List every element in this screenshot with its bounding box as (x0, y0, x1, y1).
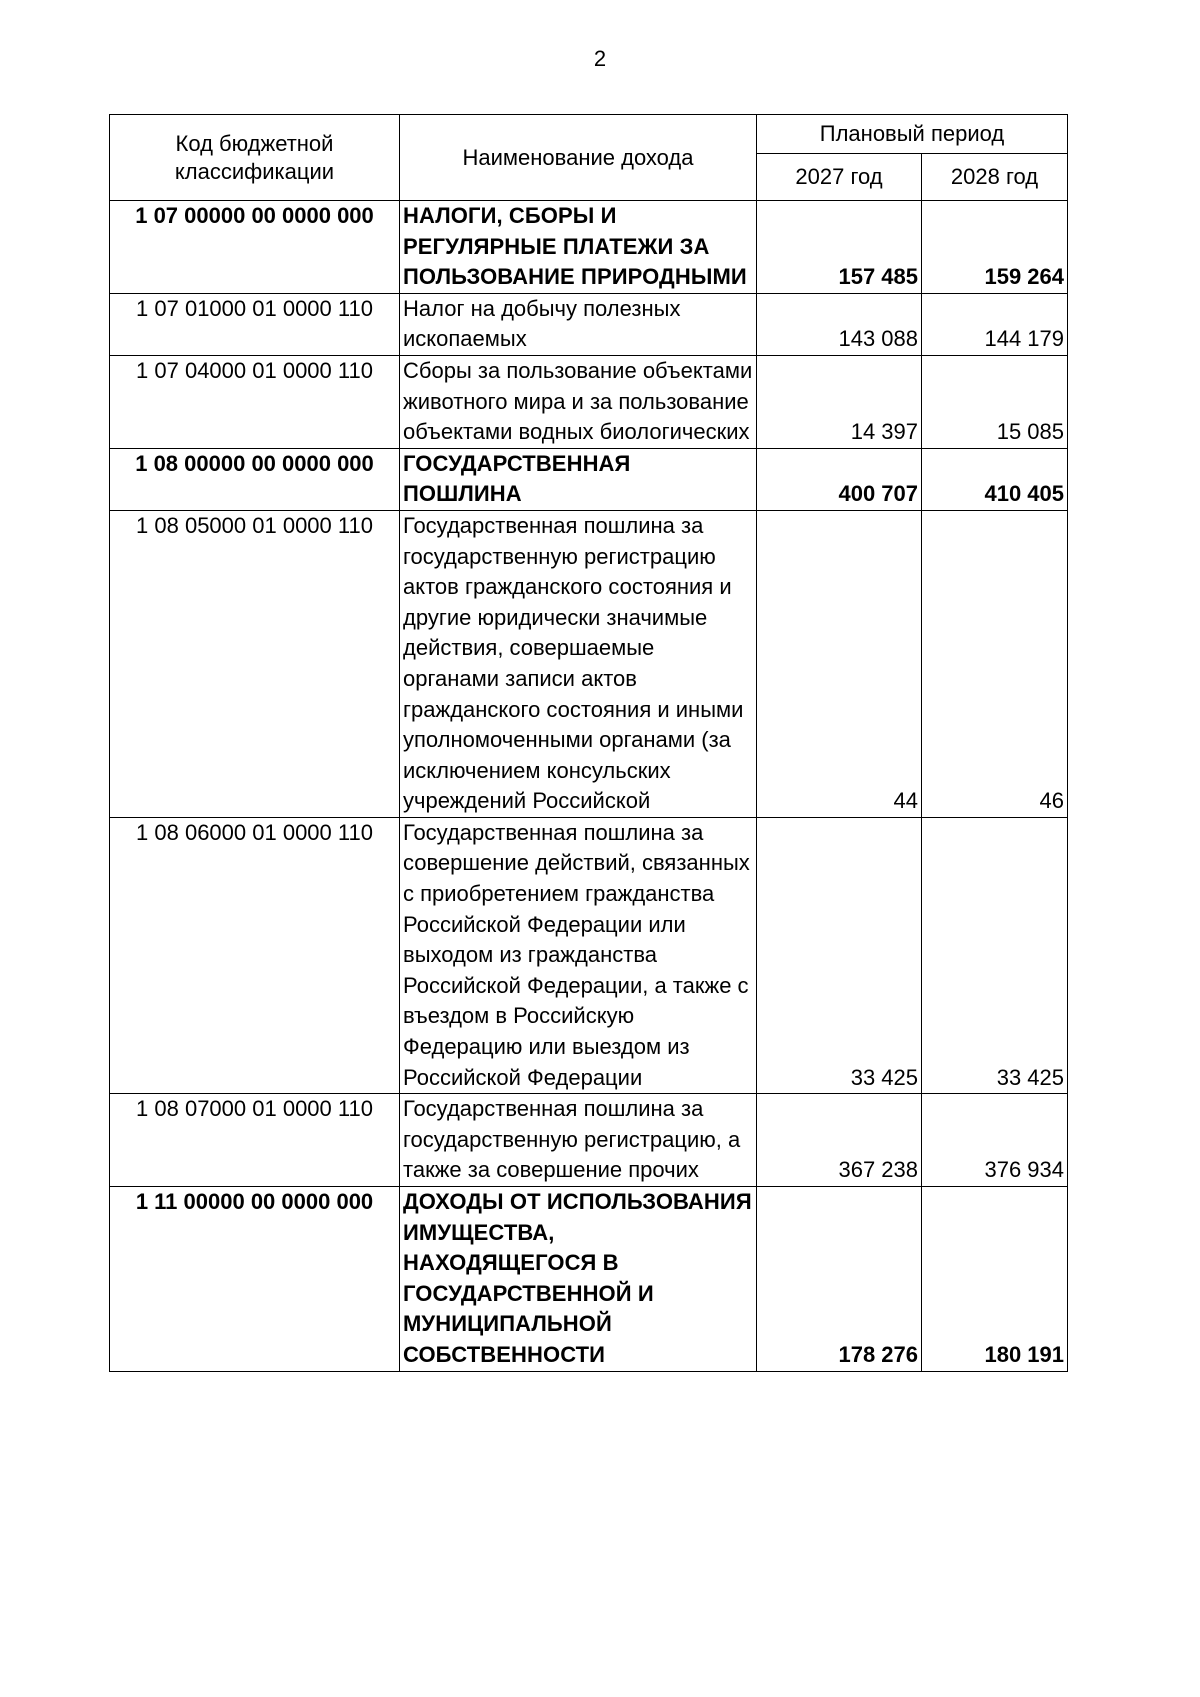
value-2027: 400 707 (757, 448, 922, 510)
budget-code: 1 11 00000 00 0000 000 (110, 1187, 400, 1372)
revenue-name: Государственная пошлина за государственную регистрацию актов гражданского состояния и другие юридически значимые действия, совершаемые органами записи актов гражданского состояния и иными уполномоченными органами (за исключением консульских учреждений Российской (400, 510, 757, 817)
header-name: Наименование дохода (400, 115, 757, 201)
header-planned-period: Плановый период (757, 115, 1068, 154)
table-row (110, 293, 1068, 355)
value-2027: 157 485 (757, 201, 922, 294)
revenue-name: Сборы за пользование объектами животного мира и за пользование объектами водных биологических (400, 355, 757, 448)
revenue-name: Налог на добычу полезных ископаемых (400, 293, 757, 355)
value-2027: 178 276 (757, 1187, 922, 1372)
value-2028: 33 425 (922, 817, 1068, 1093)
table-row (110, 448, 1068, 510)
value-2028: 376 934 (922, 1094, 1068, 1187)
value-2027: 44 (757, 510, 922, 817)
table-row (110, 817, 1068, 1093)
budget-code: 1 07 00000 00 0000 000 (110, 201, 400, 294)
table-row (110, 201, 1068, 294)
table-row (110, 355, 1068, 448)
revenue-name: ДОХОДЫ ОТ ИСПОЛЬЗОВАНИЯ ИМУЩЕСТВА, НАХОДЯЩЕГОСЯ В ГОСУДАРСТВЕННОЙ И МУНИЦИПАЛЬНОЙ СОБСТВЕННОСТИ (400, 1187, 757, 1372)
revenue-table (109, 114, 1068, 1372)
budget-code: 1 07 01000 01 0000 110 (110, 293, 400, 355)
value-2028: 410 405 (922, 448, 1068, 510)
budget-code: 1 07 04000 01 0000 110 (110, 355, 400, 448)
header-year-2027: 2027 год (757, 154, 922, 201)
table-row (110, 1094, 1068, 1187)
revenue-name: ГОСУДАРСТВЕННАЯ ПОШЛИНА (400, 448, 757, 510)
revenue-name: Государственная пошлина за совершение действий, связанных с приобретением гражданства Российской Федерации или выходом из гражданства Российской Федерации, а также с въездом в Российскую Федерацию или выездом из Российской Федерации (400, 817, 757, 1093)
revenue-name: Государственная пошлина за государственную регистрацию, а также за совершение прочих (400, 1094, 757, 1187)
header-code: Код бюджетной классификации (110, 115, 400, 201)
value-2028: 15 085 (922, 355, 1068, 448)
header-year-2028: 2028 год (922, 154, 1068, 201)
budget-code: 1 08 07000 01 0000 110 (110, 1094, 400, 1187)
table-row (110, 510, 1068, 817)
table-row (110, 1187, 1068, 1372)
budget-code: 1 08 05000 01 0000 110 (110, 510, 400, 817)
value-2027: 33 425 (757, 817, 922, 1093)
value-2028: 46 (922, 510, 1068, 817)
budget-code: 1 08 06000 01 0000 110 (110, 817, 400, 1093)
value-2027: 14 397 (757, 355, 922, 448)
header-row (110, 115, 1068, 154)
value-2027: 143 088 (757, 293, 922, 355)
budget-code: 1 08 00000 00 0000 000 (110, 448, 400, 510)
value-2028: 180 191 (922, 1187, 1068, 1372)
value-2028: 159 264 (922, 201, 1068, 294)
value-2027: 367 238 (757, 1094, 922, 1187)
revenue-name: НАЛОГИ, СБОРЫ И РЕГУЛЯРНЫЕ ПЛАТЕЖИ ЗА ПОЛЬЗОВАНИЕ ПРИРОДНЫМИ (400, 201, 757, 294)
value-2028: 144 179 (922, 293, 1068, 355)
page-number: 2 (593, 46, 607, 71)
